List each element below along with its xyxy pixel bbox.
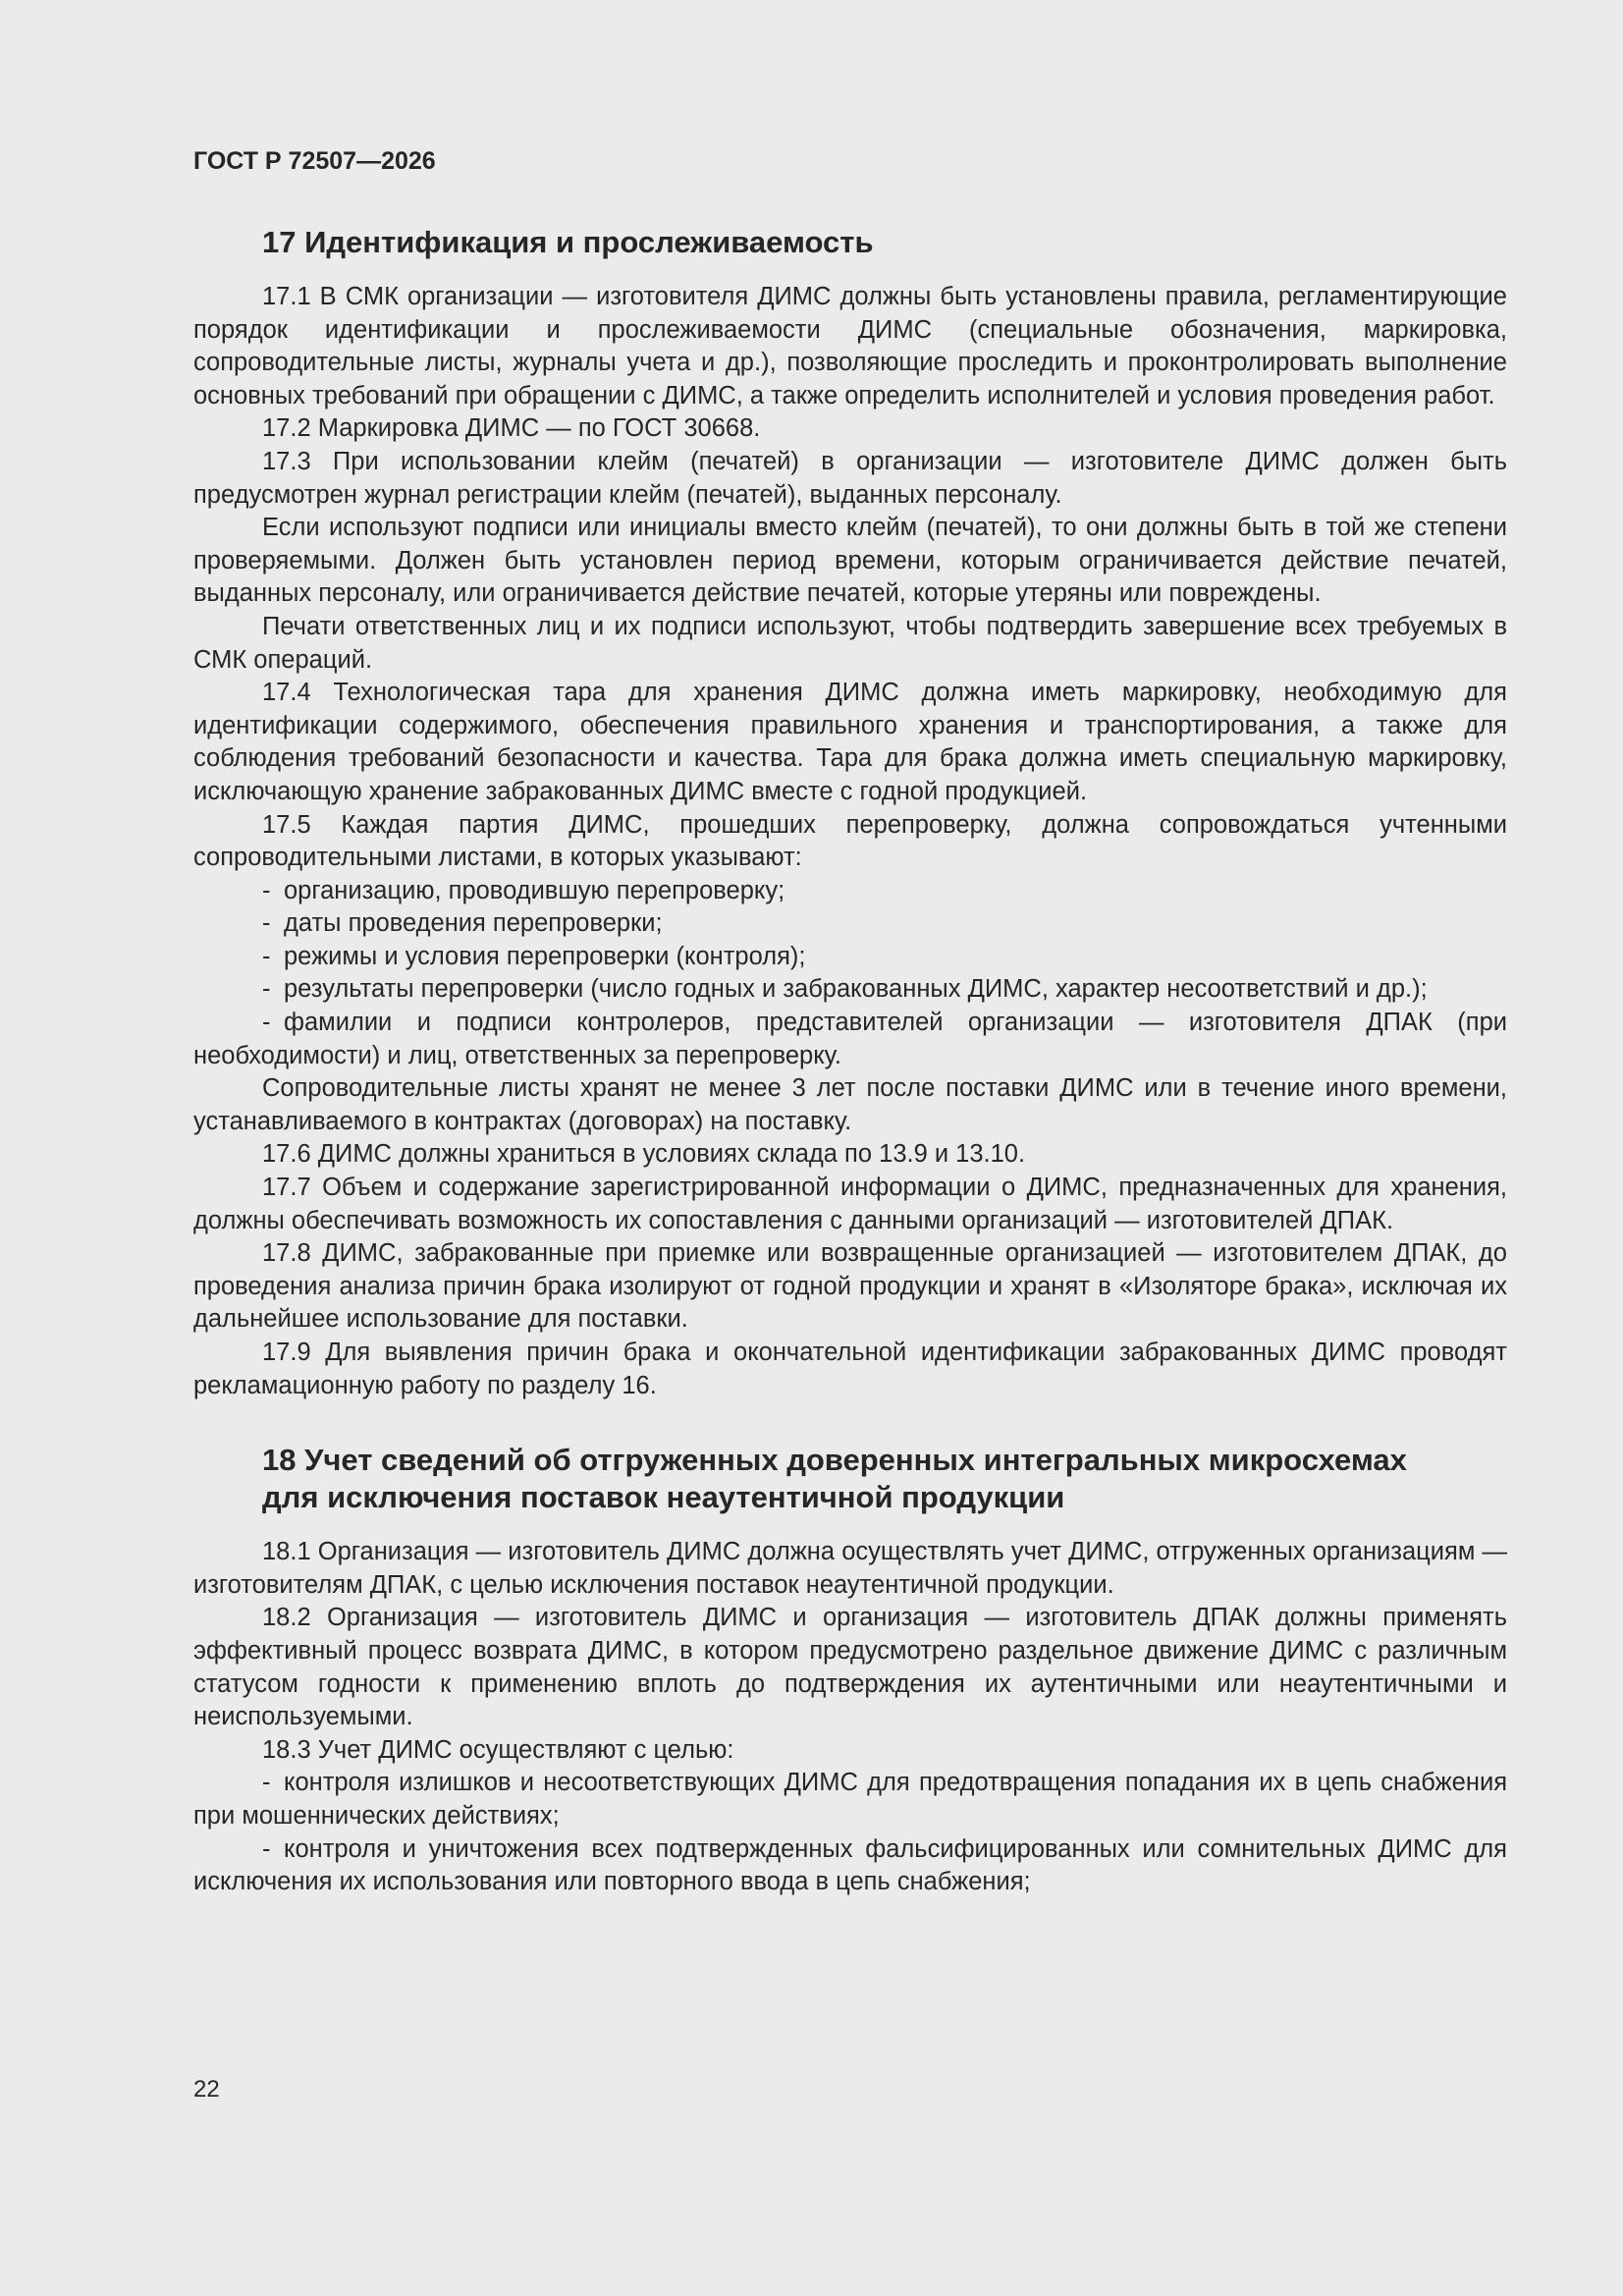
list-item-text: фамилии и подписи контролеров, представителей организации — изготовителя ДПАК (при необходимости) и лиц, ответственных за перепроверку. [193,1009,1507,1069]
page-number: 22 [193,2076,220,2103]
paragraph-17-2: 17.2 Маркировка ДИМС — по ГОСТ 30668. [262,414,761,443]
list-item-text: контроля и уничтожения всех подтвержденных фальсифицированных или сомнительных ДИМС для исключения их использования или повторного ввода в цепь снабжения; [193,1834,1507,1896]
list-item: - даты проведения перепроверки; [262,909,663,938]
paragraph-17-4: 17.4 Технологическая тара для хранения ДИМС должна иметь маркировку, необходимую для идентификации содержимого, обеспечения правильного хранения и транспортирования, а также для соблюдения требований безопасности и качества. Тара для брака должна иметь специальную маркировку, исключающую хранение забракованных ДИМС вместе с годной продукцией. [193,679,1507,805]
list-item-text: режимы и условия перепроверки (контроля); [284,942,806,970]
section-17-heading: 17 Идентификация и прослеживаемость [262,225,874,259]
paragraph-17-3-stamps: Печати ответственных лиц и их подписи используют, чтобы подтвердить завершение всех требуемых в СМК операций. [193,612,1507,674]
list-item-text: результаты перепроверки (число годных и забракованных ДИМС, характер несоответствий и др.); [284,975,1428,1004]
paragraph-17-1: 17.1 В СМК организации — изготовителя ДИМС должны быть установлены правила, регламентирующие порядок идентификации и прослеживаемости ДИМС (специальные обозначения, маркировка, сопроводительные листы, журналы учета и др.), позволяющие проследить и проконтролировать выполнение основных требований при обращении с ДИМС, а также определить исполнителей и условия проведения работ. [193,283,1507,410]
paragraph-17-6: 17.6 ДИМС должны храниться в условиях склада по 13.9 и 13.10. [262,1140,1026,1169]
list-item: - режимы и условия перепроверки (контроля); [262,942,806,970]
paragraph-18-2: 18.2 Организация — изготовитель ДИМС и организация — изготовитель ДПАК должны применять эффективный процесс возврата ДИМС, в котором предусмотрено раздельное движение ДИМС с различным статусом годности к применению вплоть до подтверждения их аутентичными или неаутентичными и неиспользуемыми. [193,1604,1507,1731]
paragraph-17-3: 17.3 При использовании клейм (печатей) в организации — изготовителе ДИМС должен быть предусмотрен журнал регистрации клейм (печатей), выданных персоналу. [193,447,1507,509]
paragraph-18-3: 18.3 Учет ДИМС осуществляют с целью: [262,1735,734,1764]
paragraph-17-3-signatures: Если используют подписи или инициалы вместо клейм (печатей), то они должны быть в той же степени проверяемыми. Должен быть установлен период времени, которым ограничивается действие печатей, выданных персоналу, или ограничивается действие печатей, которые утеряны или повреждены. [193,514,1507,608]
section-18-heading-line-1: 18 Учет сведений об отгруженных доверенных интегральных микросхемах [262,1443,1407,1478]
paragraph-17-5: 17.5 Каждая партия ДИМС, прошедших перепроверку, должна сопровождаться учтенными сопроводительными листами, в которых указывают: [193,810,1507,872]
paragraph-17-5-storage: Сопроводительные листы хранят не менее 3 лет после поставки ДИМС или в течение иного времени, устанавливаемого в контрактах (договорах) на поставку. [193,1074,1507,1135]
document-body [193,224,1507,1899]
list-item: - результаты перепроверки (число годных и забракованных ДИМС, характер несоответствий и др.); [262,975,1428,1004]
list-item-text: организацию, проводившую перепроверку; [284,876,785,904]
list-item: - организацию, проводившую перепроверку; [262,876,785,904]
list-item-text: контроля излишков и несоответствующих ДИМС для предотвращения попадания их в цепь снабжения при мошеннических действиях; [193,1769,1507,1830]
paragraph-17-9: 17.9 Для выявления причин брака и окончательной идентификации забракованных ДИМС проводят рекламационную работу по разделу 16. [193,1339,1507,1399]
paragraph-17-8: 17.8 ДИМС, забракованные при приемке или возвращенные организацией — изготовителем ДПАК, до проведения анализа причин брака изолируют от годной продукции и хранят в «Изоляторе брака», исключая их дальнейшее использование для поставки. [193,1239,1507,1334]
document-header: ГОСТ Р 72507—2026 [193,147,436,175]
section-18-heading-line-2: для исключения поставок неаутентичной продукции [262,1480,1065,1515]
list-item: - контроля излишков и несоответствующих ДИМС для предотвращения попадания их в цепь снабжения при мошеннических действиях; [193,1769,1507,1830]
list-item: - контроля и уничтожения всех подтвержденных фальсифицированных или сомнительных ДИМС для исключения их использования или повторного ввода в цепь снабжения; [193,1834,1507,1896]
list-item-text: даты проведения перепроверки; [284,909,663,938]
list-item: - фамилии и подписи контролеров, представителей организации — изготовителя ДПАК (при необходимости) и лиц, ответственных за перепроверку. [193,1009,1507,1069]
paragraph-18-1: 18.1 Организация — изготовитель ДИМС должна осуществлять учет ДИМС, отгруженных организациям — изготовителям ДПАК, с целью исключения поставок неаутентичной продукции. [193,1538,1507,1599]
paragraph-17-7: 17.7 Объем и содержание зарегистрированной информации о ДИМС, предназначенных для хранения, должны обеспечивать возможность их сопоставления с данными организаций — изготовителей ДПАК. [193,1174,1507,1234]
section-18-heading [193,1442,1507,1516]
